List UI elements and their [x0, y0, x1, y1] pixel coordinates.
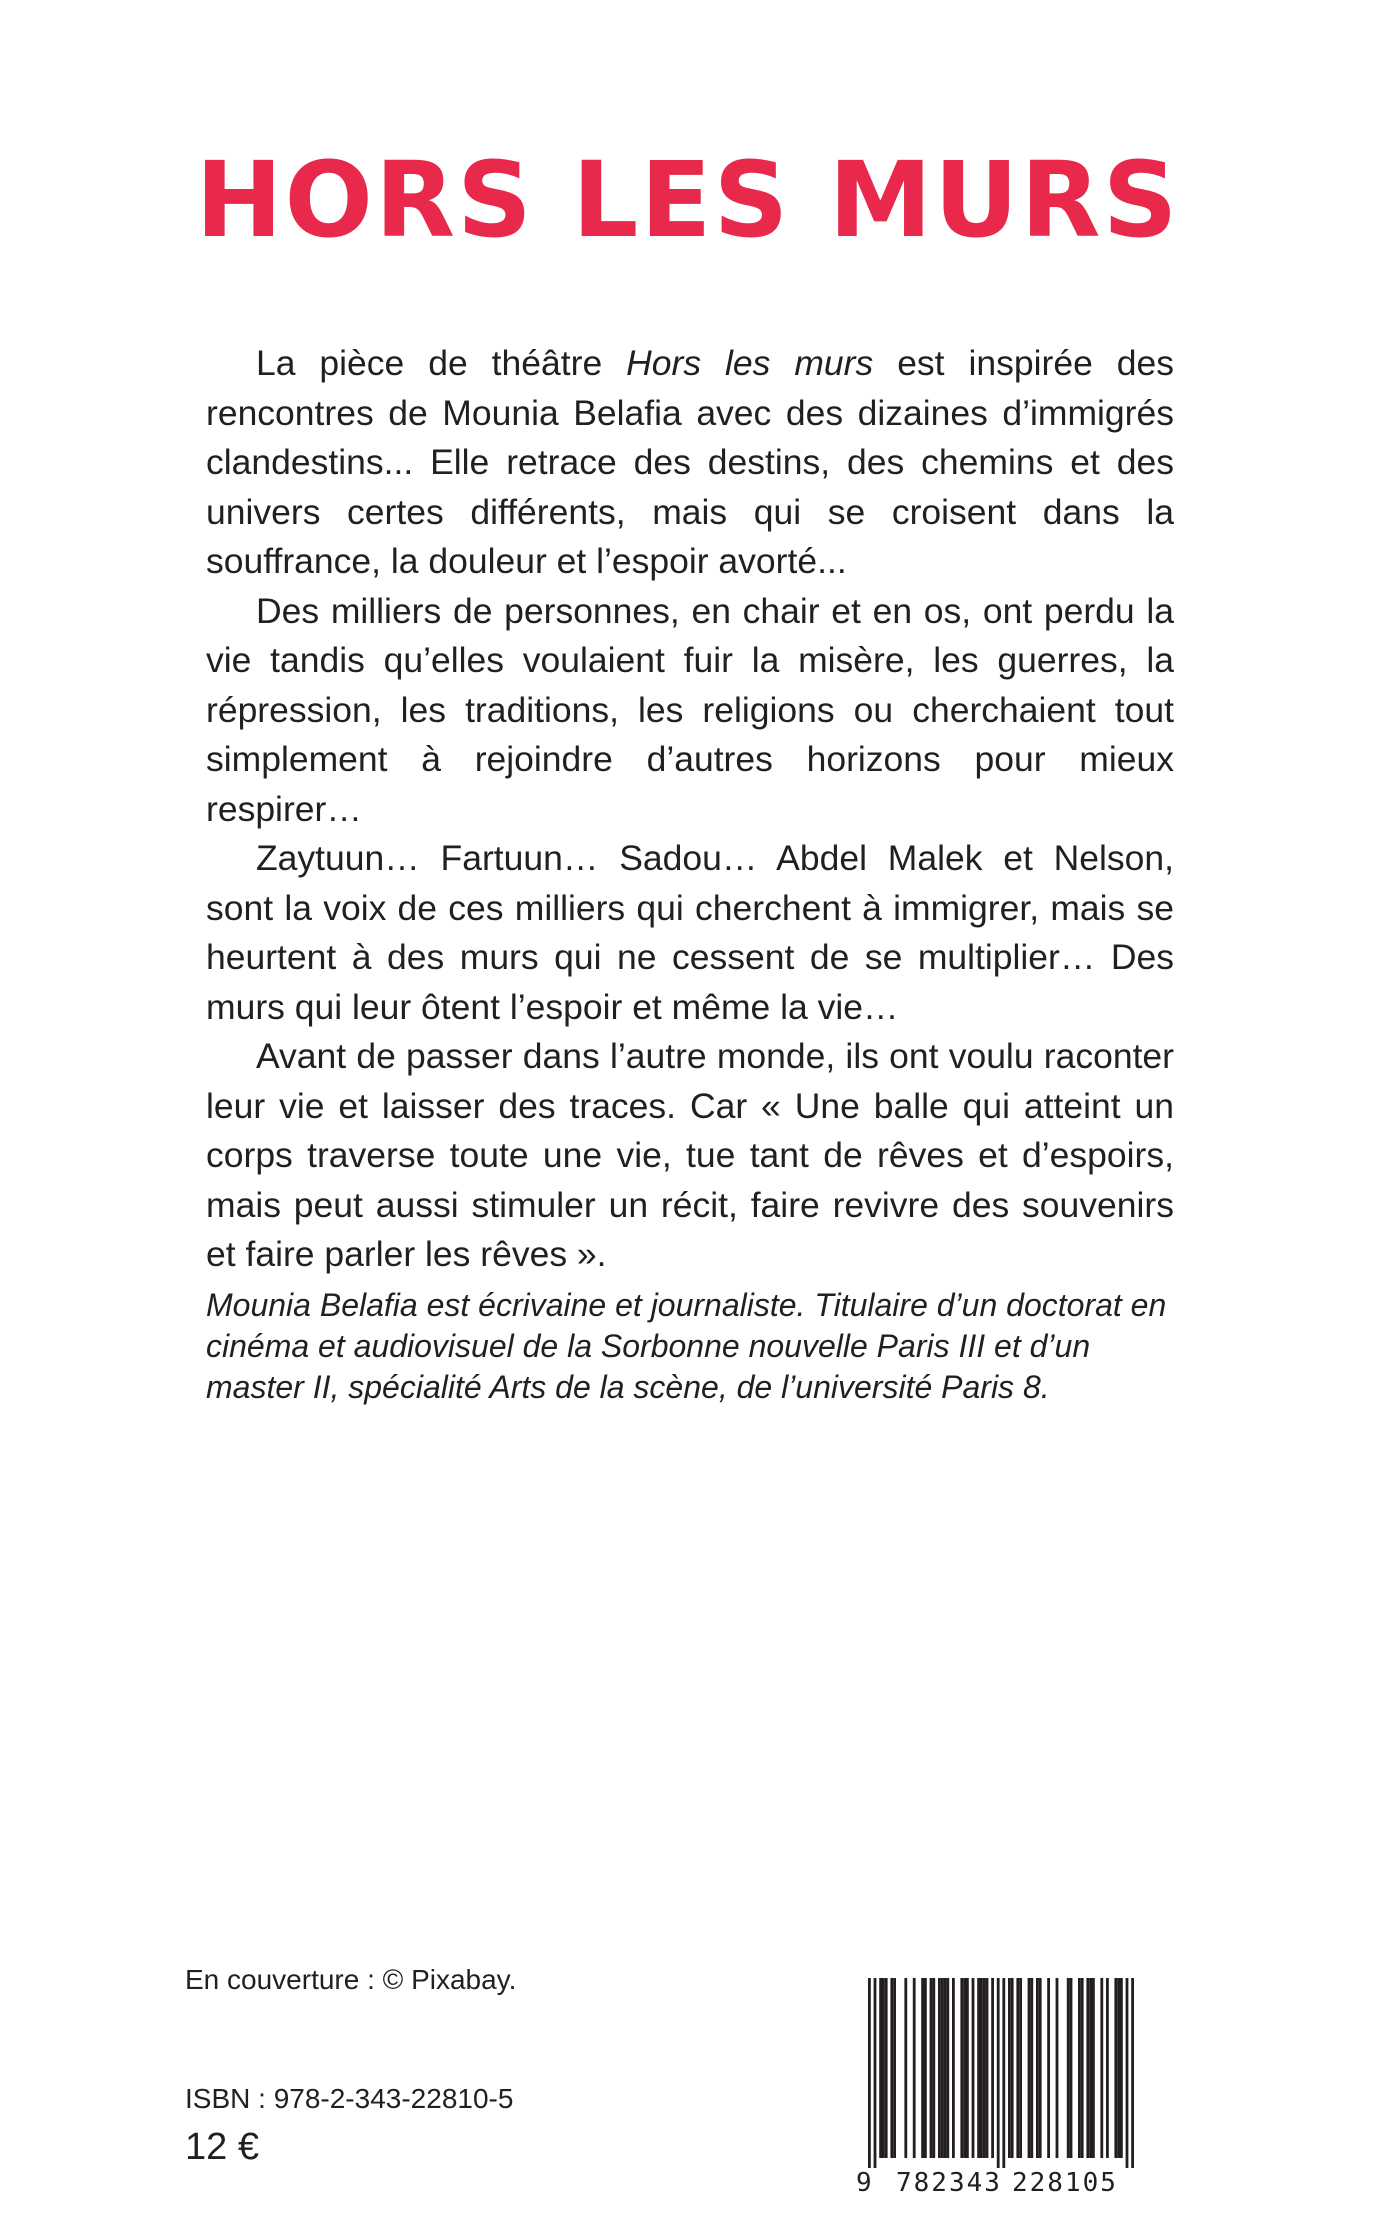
barcode-bar [977, 1978, 980, 2158]
barcode-bar [924, 1978, 927, 2158]
barcode-bar [1030, 1978, 1033, 2158]
barcode-bar [963, 1978, 966, 2158]
barcode-bar [1131, 1978, 1134, 2168]
barcode-bar [885, 1978, 888, 2158]
barcode-bar [997, 1978, 1000, 2168]
barcode-bar [986, 1978, 989, 2158]
summary-paragraph: Zaytuun… Fartuun… Sadou… Abdel Malek et Nelson, sont la voix de ces milliers qui cherchent à immigrer, mais se heurtent à des murs qui ne cessent de se multiplier… Des murs qui leur ôtent l’espoir et même la vie… [206, 838, 1174, 1027]
barcode-bar [913, 1978, 916, 2158]
barcode-bar [983, 1978, 986, 2158]
barcode-bar [944, 1978, 947, 2158]
cover-credit: En couverture : © Pixabay. [185, 1964, 517, 1995]
barcode-bar [966, 1978, 969, 2158]
barcode-bar [941, 1978, 944, 2158]
barcode-bar [904, 1978, 907, 2158]
barcode-bar [1100, 1978, 1103, 2158]
barcode-bar [1008, 1978, 1011, 2158]
summary-p1-start: La pièce de théâtre [256, 343, 627, 383]
book-title: HORS LES MURS [195, 139, 1180, 261]
summary-p1-end: est inspirée des rencontres de Mounia Belafia avec des dizaines d’immigrés clandestins... Elle retrace des destins, des chemins et des univers certes différents, mais qui se croisent dans la souffrance, la douleur et l’espoir avorté... [206, 343, 1174, 581]
summary-paragraph: Avant de passer dans l’autre monde, ils ont voulu raconter leur vie et laisser des traces. Car « Une balle qui atteint un corps traverse toute une vie, tue tant de rêves et d’espoirs, mais peut aussi stimuler un récit, faire revivre des souvenirs et faire parler les rêves ». [206, 1036, 1174, 1274]
barcode-bar [1106, 1978, 1109, 2158]
barcode-bar [1016, 1978, 1019, 2158]
barcode-bar [1089, 1978, 1092, 2158]
barcode-bar [960, 1978, 963, 2158]
barcode-bar [1047, 1978, 1050, 2158]
barcode-bar [1081, 1978, 1084, 2158]
barcode-bar [1070, 1978, 1073, 2158]
summary-p1-italic-title: Hors les murs [626, 343, 874, 383]
barcode-bar [952, 1978, 955, 2158]
barcode-right-digits: 228105 [1012, 2168, 1118, 2198]
summary-paragraph: Des milliers de personnes, en chair et en os, ont perdu la vie tandis qu’elles voulaient fuir la misère, les guerres, la répression, les traditions, les religions ou cherchaient tout simplement à rejoindre d’autres horizons pour mieux respirer… [206, 590, 1174, 829]
price: 12 € [185, 2126, 259, 2168]
summary-paragraph [206, 339, 1174, 587]
barcode-bar [1039, 1978, 1042, 2158]
barcode-bar [1056, 1978, 1059, 2158]
barcode-bar [1114, 1978, 1117, 2158]
barcode-bar [1092, 1978, 1095, 2158]
barcode-bar [882, 1978, 885, 2158]
barcode-left-digits: 782343 [896, 2168, 1002, 2198]
barcode-bar [1011, 1978, 1014, 2158]
barcode-bar [1067, 1978, 1070, 2158]
barcode-bar [946, 1978, 949, 2158]
book-summary [206, 339, 1174, 1280]
barcode-bar [890, 1978, 893, 2158]
barcode-bar [868, 1978, 871, 2168]
isbn: ISBN : 978-2-343-22810-5 [185, 2083, 514, 2114]
barcode-bar [1117, 1978, 1120, 2158]
barcode-bar [874, 1978, 877, 2168]
barcode-bar [932, 1978, 935, 2158]
barcode-bar [972, 1978, 975, 2158]
barcode-bar [938, 1978, 941, 2158]
barcode-bar [930, 1978, 933, 2158]
barcode [852, 1972, 1148, 2212]
barcode-bar [1036, 1978, 1039, 2158]
barcode-bar [980, 1978, 983, 2158]
barcode-bar [879, 1978, 882, 2158]
barcode-bar [991, 1978, 994, 2158]
barcode-bar [1002, 1978, 1005, 2168]
barcode-lead-digit: 9 [856, 2168, 872, 2198]
barcode-bar [1086, 1978, 1089, 2158]
barcode-bar [1019, 1978, 1022, 2158]
barcode-bars [852, 1972, 1148, 2168]
barcode-bar [1028, 1978, 1031, 2158]
barcode-bar [921, 1978, 924, 2158]
barcode-bar [893, 1978, 896, 2158]
barcode-bar [1120, 1978, 1123, 2158]
author-bio: Mounia Belafia est écrivaine et journaliste. Titulaire d’un doctorat en cinéma et audiovisuel de la Sorbonne nouvelle Paris III et d’un master II, spécialité Arts de la scène, de l’université Paris 8. [206, 1287, 1167, 1405]
barcode-bar [1078, 1978, 1081, 2158]
barcode-bar [1126, 1978, 1129, 2168]
